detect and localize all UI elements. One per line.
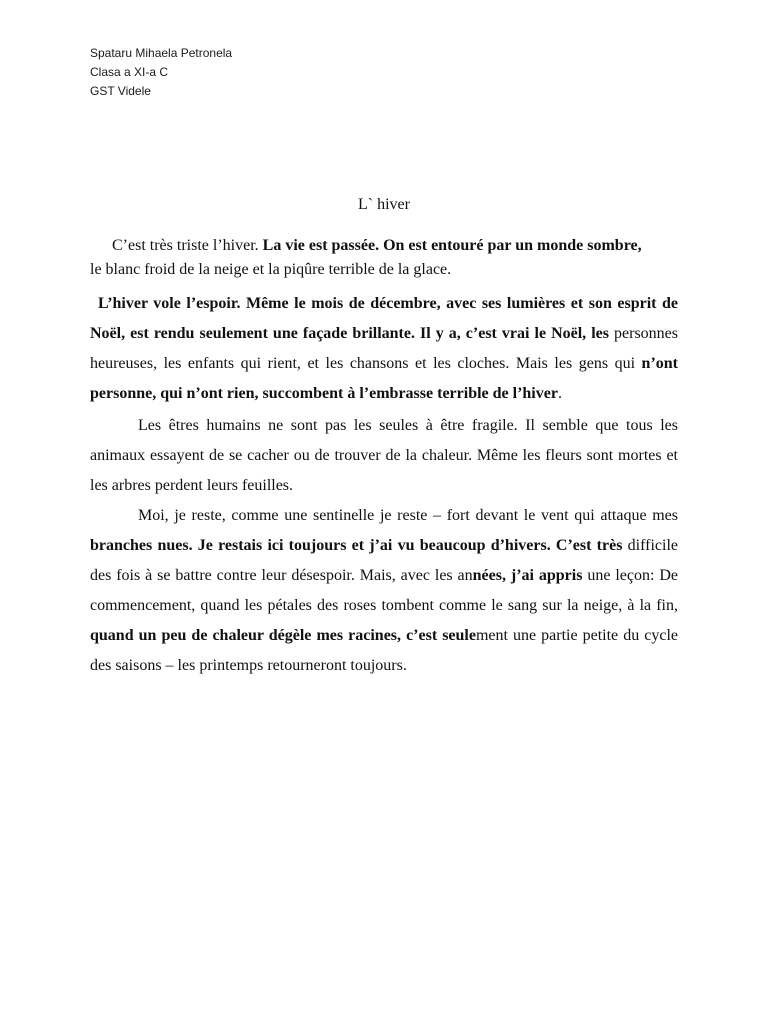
p4-part-g: ment une partie petite du cycle des saisons – les printemps retourneront toujours. [90,627,678,674]
p1-line1-part2: La vie est passée. On est entouré par un monde sombre, [262,237,642,254]
paragraph-3: Les êtres humains ne sont pas les seules à être fragile. Il semble que tous les animaux essayent de se cacher ou de trouver de la chaleur. Même les fleurs sont mortes et les arbres perdent leurs feuilles. [90,417,678,494]
p4-part-e: une leçon: De commencement, quand les pétales des roses tombent comme le sang sur la neige, à la fin, [90,567,678,614]
p2-part-b: personnes heureuses, les enfants qui rient, et les chansons et les cloches. Mais les gens qui [90,325,679,372]
school-name: GST Videle [90,84,151,98]
p1-line2: le blanc froid de la neige et la piqûre terrible de la glace. [90,261,452,278]
essay-title: L` hiver [358,196,410,213]
author-header [90,44,232,101]
p2-part-a: L’hiver vole l’espoir. Même le mois de décembre, avec ses lumières et son esprit de Noël, est rendu seulement une façade brillante. Il y a, c’est vrai le Noël, les [90,295,678,342]
p4-part-a: Moi, je reste, comme une sentinelle je reste – fort devant le vent qui attaque mes [138,507,678,524]
p2-part-d: . [557,385,562,402]
p1-line1-part1: C’est très triste l’hiver. [112,237,263,254]
author-name: Spataru Mihaela Petronela [90,46,233,60]
class-name: Clasa a XI-a C [90,65,169,79]
p2-part-c: n’ont personne, qui n’ont rien, succombent à l’embrasse terrible de l’hiver [90,355,678,402]
p4-part-d: nées, j’ai appris [472,567,583,584]
p4-part-c: difficile des fois à se battre contre leur désespoir. Mais, avec les an [90,537,679,584]
paragraph-4 [90,501,678,681]
paragraph-1 [90,234,678,282]
p4-part-b: branches nues. Je restais ici toujours et j’ai vu beaucoup d’hivers. C’est très [90,537,623,554]
p4-part-f: quand un peu de chaleur dégèle mes racines, c’est seule [90,627,476,644]
essay-body [90,234,678,681]
paragraph-2 [90,289,678,409]
